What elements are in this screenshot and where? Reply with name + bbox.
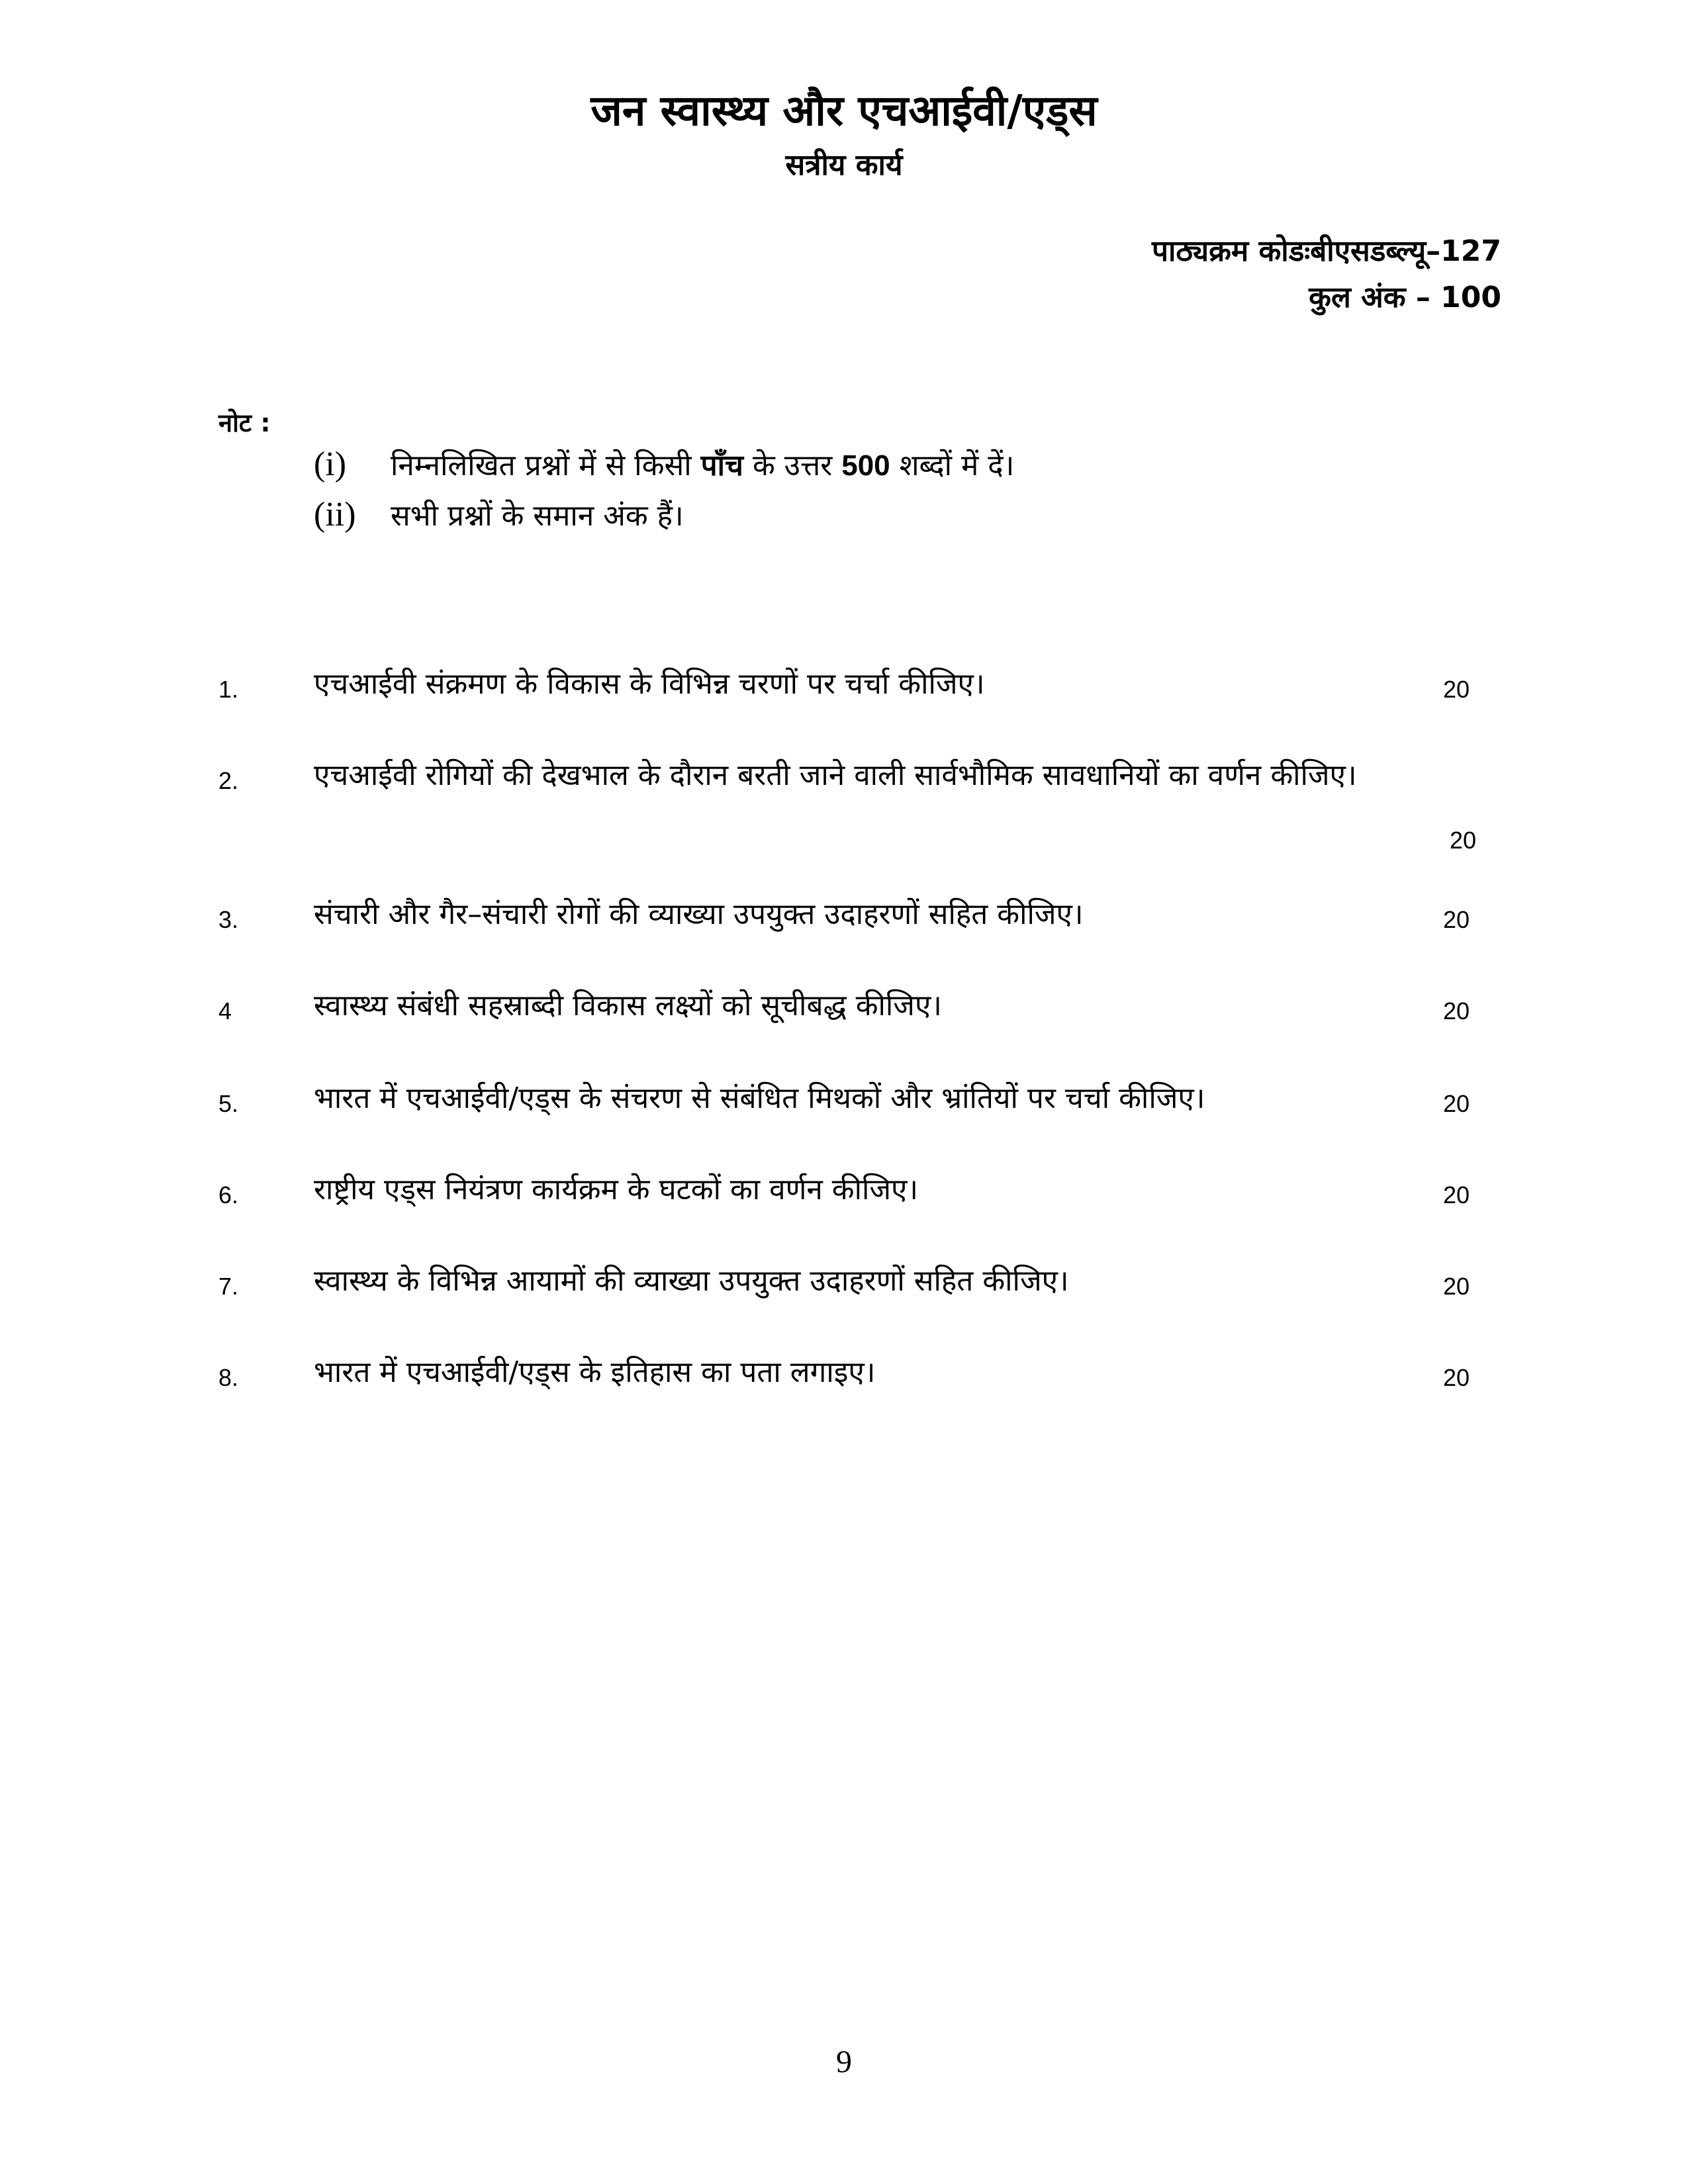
question-number: 7. [218,1273,239,1300]
question-marks: 20 [1450,827,1477,854]
note-item-text: सभी प्रश्नों के समान अंक हैं। [391,499,684,533]
total-marks: कुल अंक – 100 [1309,281,1501,314]
question-item [0,662,1688,715]
question-text: एचआईवी संक्रमण के विकास के विभिन्न चरणों पर चर्चा कीजिए। [314,667,985,701]
note-item-number: (ii) [314,496,356,533]
question-item [0,1350,1688,1403]
note-item-text: निम्नलिखित प्रश्नों में से किसी [391,449,701,482]
question-number: 5. [218,1090,239,1117]
question-marks: 20 [1443,1181,1470,1208]
note-item-number: (i) [314,445,347,483]
note-item-2 [314,495,684,536]
question-item [0,1167,1688,1220]
note-item-text: के उत्तर [743,449,842,482]
question-marks: 20 [1443,676,1470,703]
question-item [0,892,1688,945]
question-marks: 20 [1443,1090,1470,1117]
question-text: स्वास्थ्य संबंधी सहस्राब्दी विकास लक्ष्यों को सूचीबद्ध कीजिए। [314,989,942,1023]
question-item [0,1076,1688,1129]
question-number: 8. [218,1364,239,1391]
question-marks: 20 [1443,1273,1470,1300]
question-item [0,753,1688,852]
question-number: 2. [218,767,239,794]
question-number: 6. [218,1181,239,1208]
question-number: 4 [218,997,232,1024]
question-item [0,983,1688,1036]
document-subtitle: सत्रीय कार्य [785,148,903,182]
question-number: 1. [218,676,239,703]
question-text: संचारी और गैर–संचारी रोगों की व्याख्या उपयुक्त उदाहरणों सहित कीजिए। [314,897,1084,931]
question-marks: 20 [1443,1364,1470,1391]
note-item-emphasis: पाँच [700,449,743,482]
question-marks: 20 [1443,906,1470,933]
page-number: 9 [836,2044,852,2079]
question-text: स्वास्थ्य के विभिन्न आयामों की व्याख्या उपयुक्त उदाहरणों सहित कीजिए। [314,1264,1069,1298]
course-code: पाठ्यक्रम कोडःबीएसडब्ल्यू–127 [1152,234,1501,268]
note-label: नोट : [218,408,271,437]
question-text: एचआईवी रोगियों की देखभाल के दौरान बरती जाने वाली सार्वभौमिक सावधानियों का वर्णन कीजिए। [314,758,1357,792]
question-number: 3. [218,906,239,933]
note-item-emphasis: 500 [841,449,890,482]
question-text: राष्ट्रीय एड्स नियंत्रण कार्यक्रम के घटकों का वर्णन कीजिए। [314,1173,919,1206]
question-item [0,1259,1688,1312]
question-text: भारत में एचआईवी/एड्स के इतिहास का पता लगाइए। [314,1355,876,1389]
note-item-1 [314,445,1014,486]
note-item-text: शब्दों में दें। [890,449,1015,482]
question-text: भारत में एचआईवी/एड्स के संचरण से संबंधित मिथकों और भ्रांतियों पर चर्चा कीजिए। [314,1081,1205,1115]
document-title: जन स्वास्थ्य और एचआईवी/एड्स [590,87,1098,136]
question-marks: 20 [1443,997,1470,1024]
